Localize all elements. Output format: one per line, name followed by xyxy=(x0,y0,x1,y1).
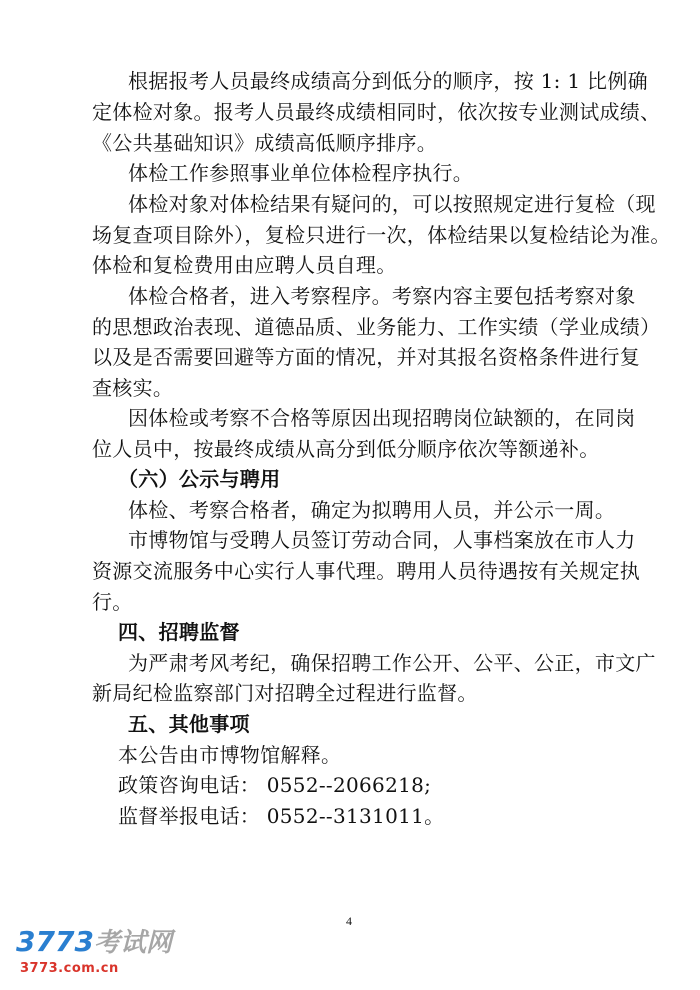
paragraph-line: 体检、考察合格者，确定为拟聘用人员，并公示一周。 xyxy=(128,498,616,522)
paragraph-line: 查核实。 xyxy=(92,376,174,400)
paragraph-line: 位人员中，按最终成绩从高分到低分顺序依次等额递补。 xyxy=(92,437,600,461)
site-watermark-logo xyxy=(10,925,180,980)
section-heading-supervision: 四、招聘监督 xyxy=(118,620,240,644)
contact-line-supervision: 监督举报电话： 0552--3131011。 xyxy=(118,804,445,828)
section-heading-other: 五、其他事项 xyxy=(128,712,250,736)
paragraph-line: 市博物馆与受聘人员签订劳动合同，人事档案放在市人力 xyxy=(128,528,636,552)
paragraph-line: 为严肃考风考纪，确保招聘工作公开、公平、公正，市文广 xyxy=(128,651,656,675)
watermark-main xyxy=(16,925,172,960)
paragraph-line: 场复查项目除外），复检只进行一次，体检结果以复检结论为准。 xyxy=(92,223,671,247)
paragraph-line: 体检对象对体检结果有疑问的，可以按照规定进行复检（现 xyxy=(128,192,656,216)
paragraph-line: 的思想政治表现、道德品质、业务能力、工作实绩（学业成绩） xyxy=(92,315,661,339)
watermark-cn-text: 考试网 xyxy=(93,928,172,958)
section-heading-publicity: （六）公示与聘用 xyxy=(118,467,281,491)
paragraph-line: 体检和复检费用由应聘人员自理。 xyxy=(92,253,397,277)
paragraph-line: 定体检对象。报考人员最终成绩相同时，依次按专业测试成绩、 xyxy=(92,100,661,124)
paragraph-line: 资源交流服务中心实行人事代理。聘用人员待遇按有关规定执 xyxy=(92,559,641,583)
contact-line-policy: 政策咨询电话： 0552--2066218; xyxy=(118,773,432,797)
paragraph-line: 体检合格者，进入考察程序。考察内容主要包括考察对象 xyxy=(128,284,636,308)
paragraph-line: 新局纪检监察部门对招聘全过程进行监督。 xyxy=(92,681,478,705)
page-number: 4 xyxy=(346,914,352,928)
paragraph-line: 体检工作参照事业单位体检程序执行。 xyxy=(128,161,474,185)
paragraph-line: 本公告由市博物馆解释。 xyxy=(118,743,342,767)
paragraph-line: 《公共基础知识》成绩高低顺序排序。 xyxy=(92,131,438,155)
paragraph-line: 以及是否需要回避等方面的情况，并对其报名资格条件进行复 xyxy=(92,345,641,369)
paragraph-line: 行。 xyxy=(92,590,133,614)
paragraph-line: 因体检或考察不合格等原因出现招聘岗位缺额的，在同岗 xyxy=(128,406,636,430)
watermark-domain: 3773.com.cn xyxy=(20,961,119,976)
watermark-number: 3773 xyxy=(16,925,94,958)
paragraph-line: 根据报考人员最终成绩高分到低分的顺序，按 1: 1 比例确 xyxy=(128,69,648,93)
